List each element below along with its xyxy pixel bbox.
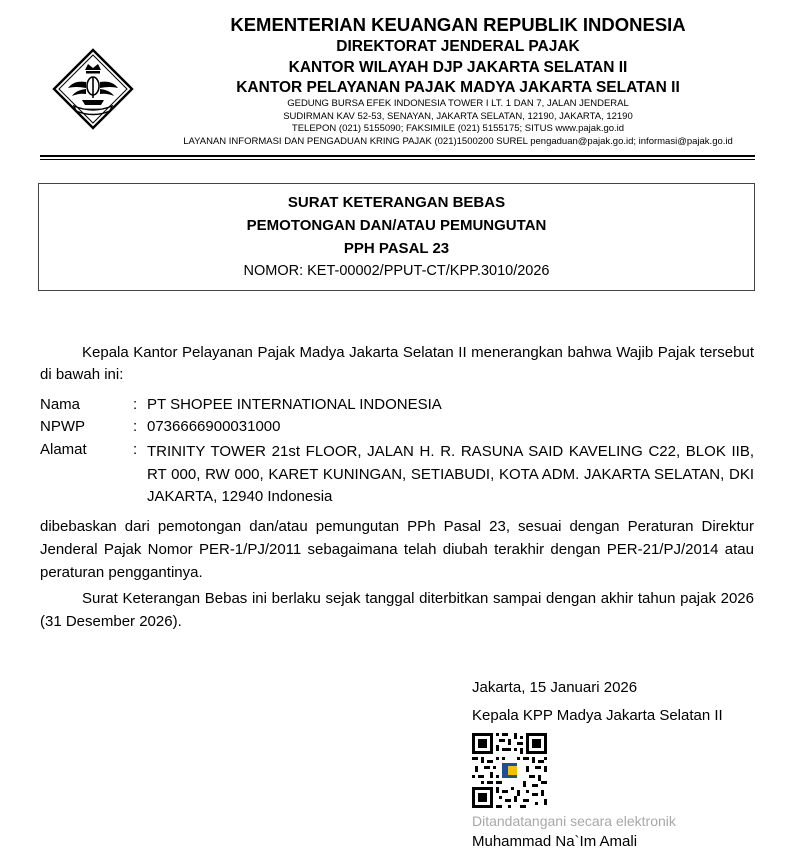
exemption-paragraph: dibebaskan dari pemotongan dan/atau pemungutan PPh Pasal 23, sesuai dengan Peraturan Direktur Jenderal Pajak Nomor PER-1/PJ/2011 sebagaimana telah diubah terakhir dengan PER-21/PJ/2014 atau peraturan penggantinya. <box>40 518 754 581</box>
document-title-box <box>38 183 755 291</box>
taxpayer-name: PT SHOPEE INTERNATIONAL INDONESIA <box>147 396 442 413</box>
ministry-name: KEMENTERIAN KEUANGAN REPUBLIK INDONESIA <box>230 14 686 35</box>
field-colon: : <box>133 396 138 413</box>
validity-paragraph: Surat Keterangan Bebas ini berlaku sejak tanggal diterbitkan sampai dengan akhir tahun pajak 2026 (31 Desember 2026). <box>40 590 754 630</box>
field-label-alamat: Alamat <box>40 441 87 458</box>
signature-place-date: Jakarta, 15 Januari 2026 <box>472 679 638 696</box>
regional-office-name: KANTOR WILAYAH DJP JAKARTA SELATAN II <box>288 59 628 76</box>
field-colon: : <box>133 418 138 435</box>
qr-code-icon <box>472 733 547 808</box>
document-title-line-3: PPH PASAL 23 <box>343 240 450 257</box>
office-contact-line: TELEPON (021) 5155090; FAKSIMILE (021) 5155175; SITUS www.pajak.go.id <box>291 123 625 134</box>
signature-position: Kepala KPP Madya Jakarta Selatan II <box>472 707 723 724</box>
office-address-line-2: SUDIRMAN KAV 52-53, SENAYAN, JAKARTA SELATAN, 12190, JAKARTA, 12190 <box>283 111 633 122</box>
field-colon: : <box>133 441 138 458</box>
taxpayer-address: TRINITY TOWER 21st FLOOR, JALAN H. R. RASUNA SAID KAVELING C22, BLOK IIB, RT 000, RW 000, KARET KUNINGAN, SETIABUDI, KOTA ADM. JAKARTA SELATAN, DKI JAKARTA, 12940 Indonesia <box>147 443 754 505</box>
signatory-name: Muhammad Na`Im Amali <box>472 833 638 850</box>
taxpayer-npwp: 0736666900031000 <box>147 418 281 435</box>
letterhead-rule-thick <box>40 155 755 157</box>
document-title-line-2: PEMOTONGAN DAN/ATAU PEMUNGUTAN <box>246 217 547 234</box>
field-label-nama: Nama <box>40 396 81 413</box>
field-label-npwp: NPWP <box>40 418 85 435</box>
intro-paragraph <box>40 342 754 386</box>
letterhead-rule-thin <box>40 159 755 160</box>
office-service-line: LAYANAN INFORMASI DAN PENGADUAN KRING PAJAK (021)1500200 SUREL pengaduan@pajak.go.id; informasi@pajak.go.id <box>183 136 733 147</box>
kemenkeu-emblem-icon <box>52 48 134 130</box>
document-number: NOMOR: KET-00002/PPUT-CT/KPP.3010/2026 <box>243 263 550 279</box>
tax-office-name: KANTOR PELAYANAN PAJAK MADYA JAKARTA SELATAN II <box>236 79 680 96</box>
directorate-name: DIREKTORAT JENDERAL PAJAK <box>336 38 580 55</box>
electronic-signature-note: Ditandatangani secara elektronik <box>472 813 676 829</box>
office-address-line-1: GEDUNG BURSA EFEK INDONESIA TOWER I LT. 1 DAN 7, JALAN JENDERAL <box>287 98 629 109</box>
document-title-line-1: SURAT KETERANGAN BEBAS <box>287 194 506 211</box>
intro-text: Kepala Kantor Pelayanan Pajak Madya Jakarta Selatan II menerangkan bahwa Wajib Pajak tersebut di bawah ini: <box>40 344 754 383</box>
